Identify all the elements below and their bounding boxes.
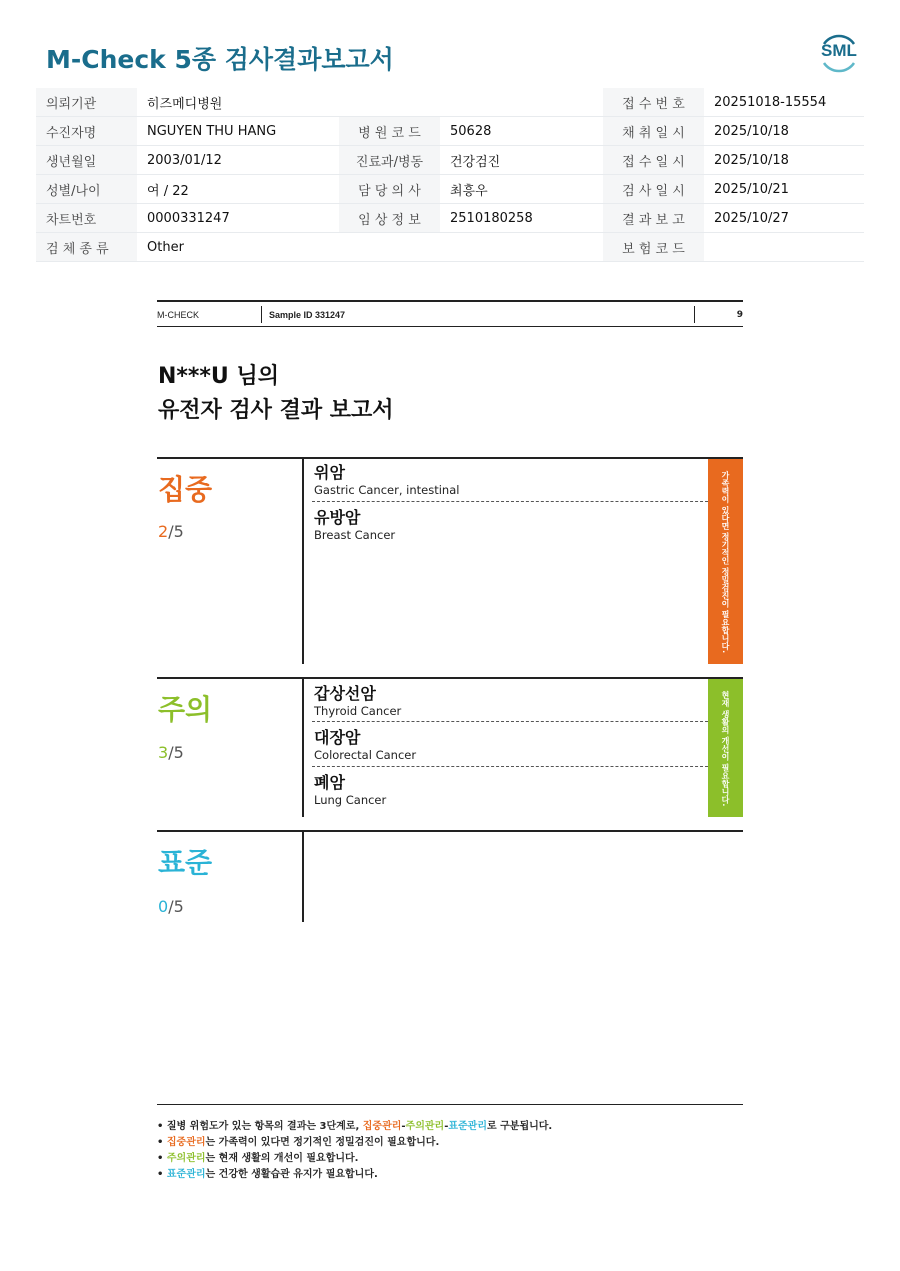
item-separator — [312, 501, 708, 502]
report-brand: M-CHECK — [157, 310, 199, 320]
insurance-value — [704, 233, 864, 262]
hospital-code-value: 50628 — [440, 117, 603, 146]
focus-section-rule — [157, 457, 743, 459]
caution-divider — [302, 677, 304, 817]
note-caution-term: 주의관리 — [166, 1153, 206, 1164]
focus-item-breast — [314, 508, 395, 542]
note-text: 는 현재 생활의 개선이 필요합니다. — [205, 1153, 359, 1164]
dept-value: 건강검진 — [440, 146, 603, 175]
caution-side-text: 현재 생활의 개선이 필요합니다. — [721, 691, 730, 807]
note-item — [157, 1135, 552, 1151]
report-date-value: 2025/10/27 — [704, 204, 864, 233]
caution-item-colorectal — [314, 728, 416, 762]
dept-label: 진료과/병동 — [339, 146, 440, 175]
note-text: 는 건강한 생활습관 유지가 필요합니다. — [205, 1169, 378, 1180]
note-standard-term: 표준관리 — [448, 1121, 487, 1132]
test-date-label: 검 사 일 시 — [603, 175, 704, 204]
caution-count: 3 — [158, 743, 169, 762]
institution-label: 의뢰기관 — [36, 88, 137, 117]
heading-line-1: N***U 님의 — [158, 364, 279, 389]
collect-date-value: 2025/10/18 — [704, 117, 864, 146]
report-top-rule — [157, 300, 743, 302]
note-sep: - — [444, 1121, 449, 1132]
doctor-label: 담 당 의 사 — [339, 175, 440, 204]
report-header — [157, 308, 743, 324]
birth-value: 2003/01/12 — [137, 146, 339, 175]
sml-logo — [816, 30, 862, 76]
header-divider — [261, 306, 262, 323]
item-name-en: Lung Cancer — [314, 793, 387, 807]
item-name-ko: 위암 — [314, 463, 345, 482]
focus-category-label: 집중 — [158, 473, 213, 506]
page-number: 9 — [736, 310, 743, 320]
clinical-value: 2510180258 — [440, 204, 603, 233]
institution-value: 히즈메디병원 — [137, 88, 603, 117]
collect-date-label: 채 취 일 시 — [603, 117, 704, 146]
focus-side-note — [708, 459, 743, 664]
standard-divider — [302, 830, 304, 922]
standard-score — [158, 897, 184, 916]
item-separator — [312, 766, 708, 767]
sex-age-label: 성별/나이 — [36, 175, 137, 204]
caution-category-label: 주의 — [158, 693, 213, 726]
focus-count: 2 — [158, 522, 169, 541]
notes-list — [157, 1119, 552, 1183]
item-separator — [312, 721, 708, 722]
note-text: 로 구분됩니다. — [486, 1121, 553, 1132]
test-date-value: 2025/10/21 — [704, 175, 864, 204]
caution-score — [158, 743, 184, 762]
heading-line-2: 유전자 검사 결과 보고서 — [158, 398, 394, 423]
note-text: 는 가족력이 있다면 정기적인 정밀검진이 필요합니다. — [205, 1137, 440, 1148]
item-name-ko: 폐암 — [314, 773, 345, 792]
birth-label: 생년월일 — [36, 146, 137, 175]
patient-value: NGUYEN THU HANG — [137, 117, 339, 146]
receipt-date-label: 접 수 일 시 — [603, 146, 704, 175]
receipt-date-value: 2025/10/18 — [704, 146, 864, 175]
clinical-label: 임 상 정 보 — [339, 204, 440, 233]
insurance-label: 보 험 코 드 — [603, 233, 704, 262]
patient-info-table — [36, 88, 864, 262]
focus-divider — [302, 457, 304, 664]
specimen-label: 검 체 종 류 — [36, 233, 137, 262]
standard-total: /5 — [168, 897, 184, 916]
item-name-en: Colorectal Cancer — [314, 748, 417, 762]
note-item — [157, 1151, 552, 1167]
standard-count: 0 — [158, 897, 169, 916]
item-name-ko: 갑상선암 — [314, 684, 376, 703]
caution-item-thyroid — [314, 684, 401, 718]
receipt-no-label: 접 수 번 호 — [603, 88, 704, 117]
hospital-code-label: 병 원 코 드 — [339, 117, 440, 146]
caution-side-note — [708, 679, 743, 817]
chart-no-value: 0000331247 — [137, 204, 339, 233]
item-name-en: Thyroid Cancer — [314, 704, 402, 718]
header-divider — [694, 306, 695, 323]
note-focus-term: 집중관리 — [362, 1121, 402, 1132]
caution-section-rule — [157, 677, 743, 679]
chart-no-label: 차트번호 — [36, 204, 137, 233]
item-name-ko: 대장암 — [314, 728, 361, 747]
note-item — [157, 1119, 552, 1135]
focus-side-text: 가족력이 있다면 정기적인 정밀검진이 필요합니다. — [721, 471, 730, 654]
note-focus-term: 집중관리 — [166, 1137, 206, 1148]
note-item — [157, 1167, 552, 1183]
caution-item-lung — [314, 773, 386, 807]
focus-item-gastric — [314, 463, 459, 497]
standard-category-label: 표준 — [158, 846, 213, 879]
focus-total: /5 — [168, 522, 184, 541]
doctor-value: 최흥우 — [440, 175, 603, 204]
receipt-no-value: 20251018-15554 — [704, 88, 864, 117]
item-name-ko: 유방암 — [314, 508, 361, 527]
specimen-value: Other — [137, 233, 603, 262]
standard-section-rule — [157, 830, 743, 832]
note-sep: - — [401, 1121, 406, 1132]
note-caution-term: 주의관리 — [405, 1121, 445, 1132]
note-standard-term: 표준관리 — [166, 1169, 206, 1180]
logo-text: SML — [821, 41, 857, 60]
report-date-label: 결 과 보 고 — [603, 204, 704, 233]
notes-rule — [157, 1104, 743, 1105]
report-heading — [158, 360, 394, 428]
sex-age-value: 여 / 22 — [137, 175, 339, 204]
item-name-en: Gastric Cancer, intestinal — [314, 483, 460, 497]
caution-total: /5 — [168, 743, 184, 762]
note-text: 질병 위험도가 있는 항목의 결과는 3단계로, — [166, 1121, 363, 1132]
report-header-rule — [157, 326, 743, 327]
sample-id: Sample ID 331247 — [269, 310, 346, 320]
focus-score — [158, 522, 184, 541]
patient-label: 수진자명 — [36, 117, 137, 146]
item-name-en: Breast Cancer — [314, 528, 396, 542]
document-title: M-Check 5종 검사결과보고서 — [46, 45, 394, 74]
